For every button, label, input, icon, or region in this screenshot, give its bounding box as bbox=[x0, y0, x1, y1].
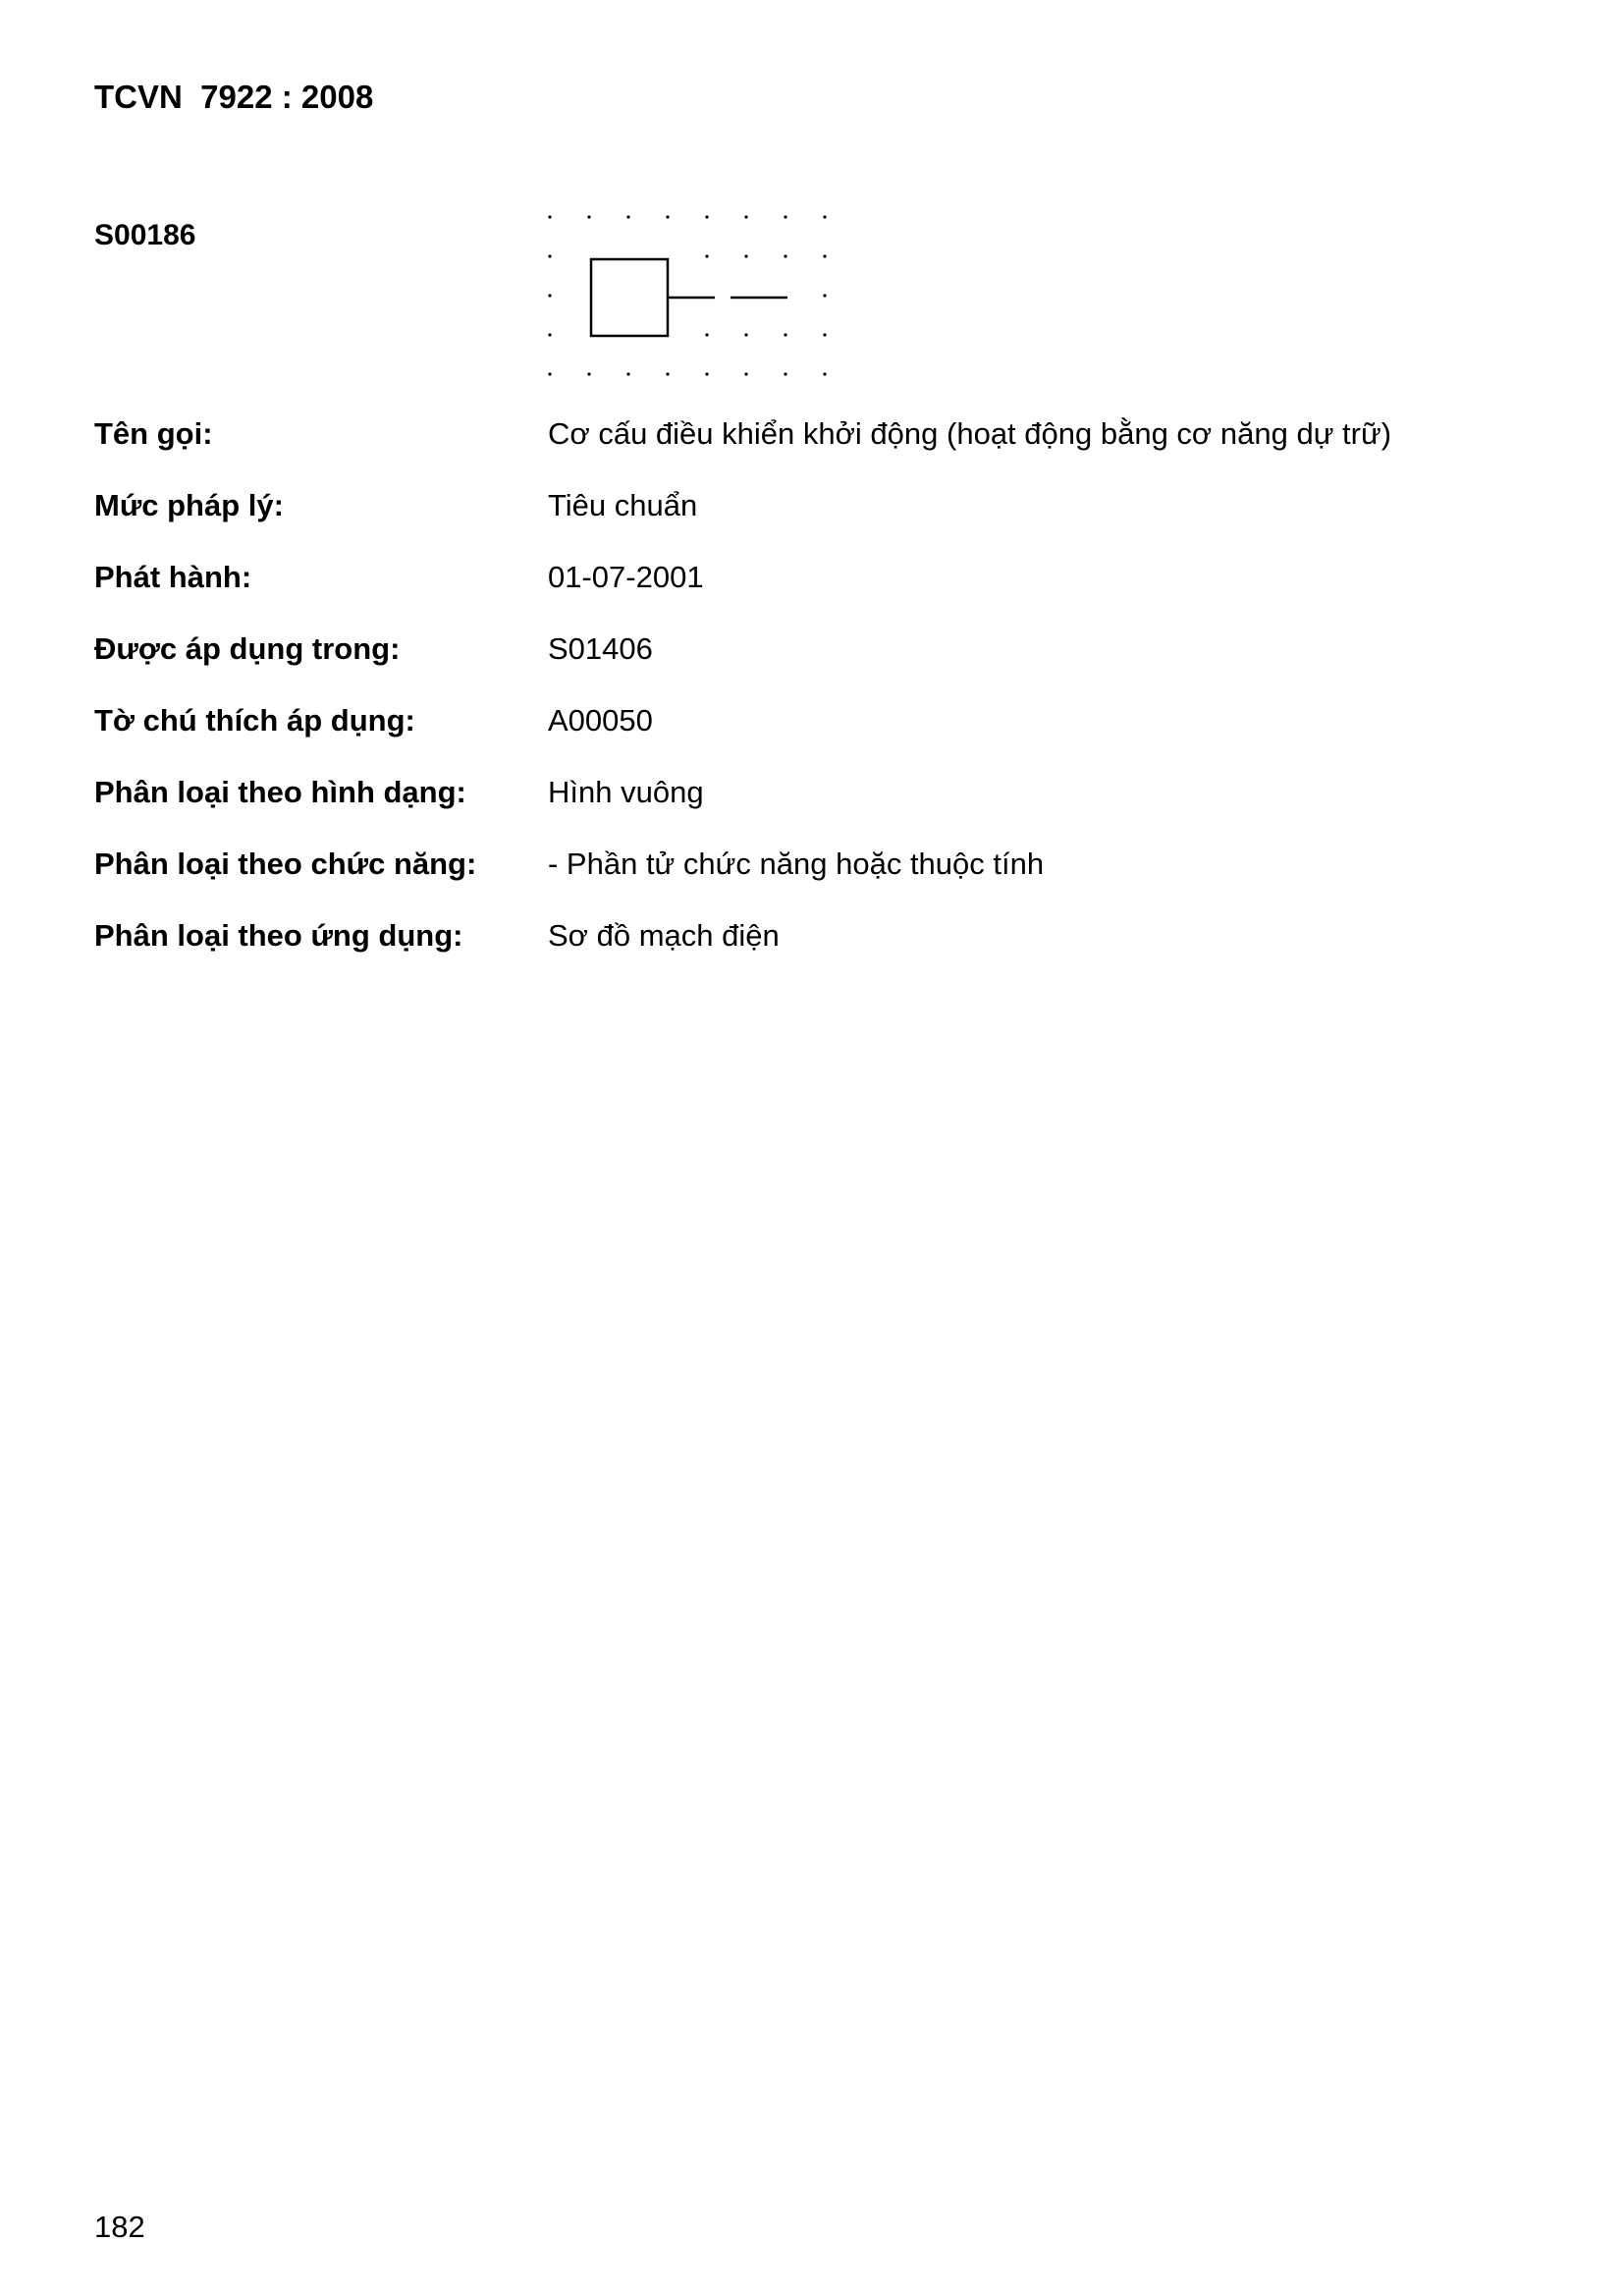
symbol-square bbox=[591, 259, 668, 336]
field-label: Tờ chú thích áp dụng: bbox=[94, 703, 415, 738]
field-label: Phát hành: bbox=[94, 560, 252, 594]
field-label: Được áp dụng trong: bbox=[94, 631, 401, 666]
field-value: Hình vuông bbox=[548, 775, 704, 809]
field-row-legal-level bbox=[94, 484, 1528, 556]
page-number: 182 bbox=[94, 2210, 145, 2244]
field-row-function-class bbox=[94, 843, 1528, 914]
field-row-annotation-sheet bbox=[94, 699, 1528, 771]
square-with-line-lead-symbol-icon bbox=[536, 202, 840, 389]
field-label: Phân loại theo chức năng: bbox=[94, 847, 477, 881]
field-value: Tiêu chuẩn bbox=[548, 488, 698, 522]
field-value: S01406 bbox=[548, 631, 653, 666]
field-row-issued bbox=[94, 556, 1528, 628]
field-row-shape-class bbox=[94, 771, 1528, 843]
field-label: Phân loại theo hình dạng: bbox=[94, 775, 466, 809]
field-value: - Phần tử chức năng hoặc thuộc tính bbox=[548, 847, 1045, 881]
field-value: Sơ đồ mạch điện bbox=[548, 918, 780, 953]
field-row-name bbox=[94, 412, 1528, 484]
attribute-list bbox=[94, 412, 1528, 986]
field-value: Cơ cấu điều khiển khởi động (hoạt động bằng cơ năng dự trữ) bbox=[548, 416, 1392, 451]
symbol-code: S00186 bbox=[94, 219, 196, 251]
standard-title: TCVN 7922 : 2008 bbox=[94, 79, 374, 115]
field-value: 01-07-2001 bbox=[548, 560, 704, 594]
field-label: Tên gọi: bbox=[94, 416, 213, 451]
field-value: A00050 bbox=[548, 703, 653, 738]
field-row-applied-in bbox=[94, 628, 1528, 699]
field-label: Phân loại theo ứng dụng: bbox=[94, 918, 463, 953]
field-label: Mức pháp lý: bbox=[94, 488, 284, 522]
field-row-application-class bbox=[94, 914, 1528, 986]
